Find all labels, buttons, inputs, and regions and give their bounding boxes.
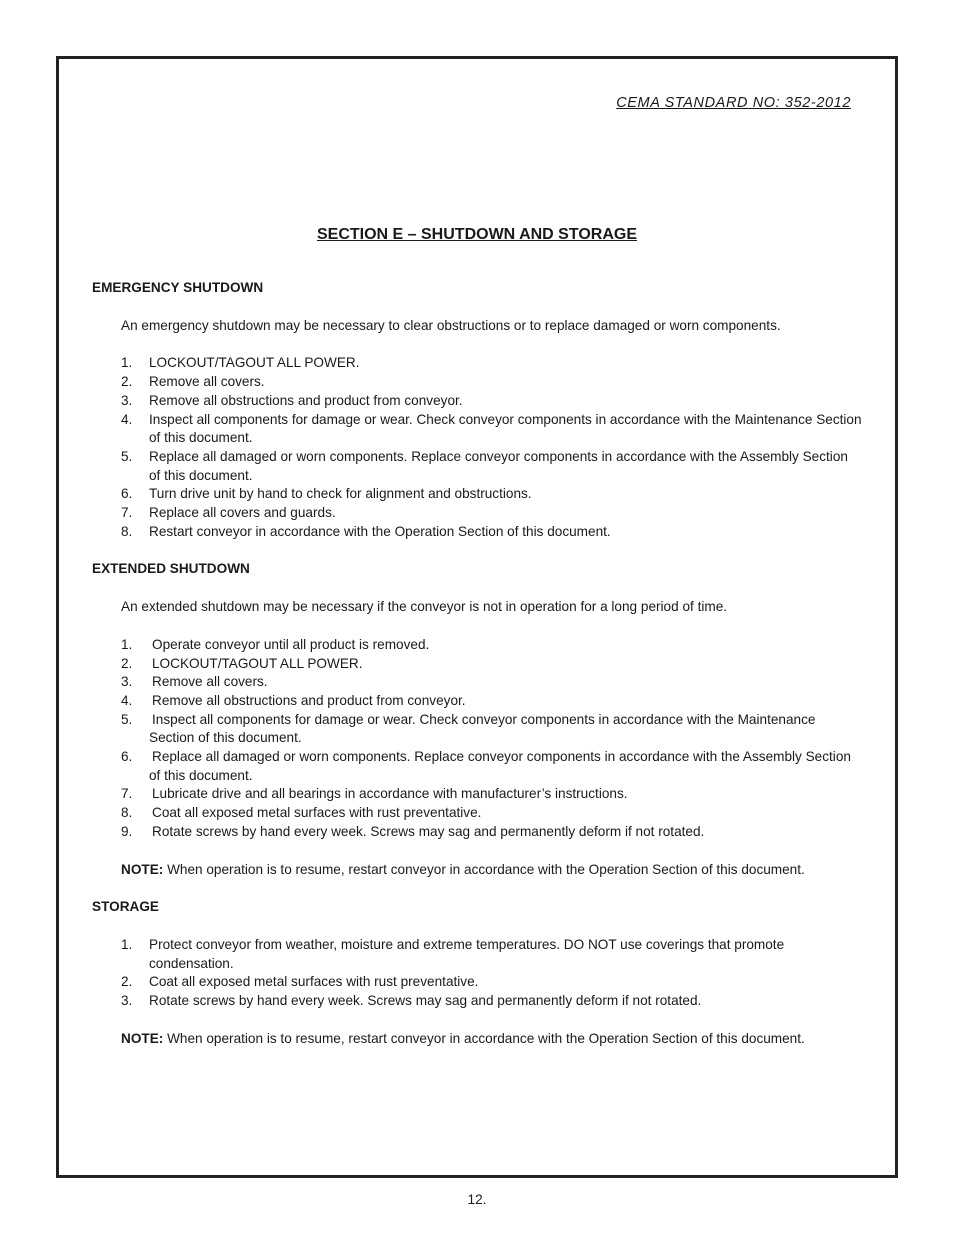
step-number: 2. (121, 974, 133, 990)
step-number: 3. (121, 392, 133, 408)
step-text: Inspect all components for damage or wear. Check conveyor components in accordance with the Maintenance Section of this document. (149, 411, 862, 446)
step-number: 5. (121, 711, 133, 727)
emergency-shutdown-heading: EMERGENCY SHUTDOWN (92, 280, 264, 295)
step-text: Inspect all components for damage or wear. Check conveyor components in accordance with the Maintenance Section of this document. (149, 711, 816, 746)
list-item (121, 448, 862, 485)
page-frame (56, 56, 898, 1178)
emergency-steps-list (121, 354, 862, 541)
list-item (121, 711, 862, 748)
step-number: 8. (121, 805, 133, 821)
note-text: When operation is to resume, restart conveyor in accordance with the Operation Section of this document. (163, 1030, 805, 1046)
step-text: LOCKOUT/TAGOUT ALL POWER. (149, 355, 360, 371)
note-label: NOTE: (121, 1030, 164, 1046)
storage-heading: STORAGE (92, 899, 159, 915)
list-item (121, 392, 862, 411)
step-number: 9. (121, 823, 133, 839)
list-item (121, 485, 862, 504)
step-number: 4. (121, 411, 133, 427)
step-text: Rotate screws by hand every week. Screws may sag and permanently deform if not rotated. (149, 993, 702, 1009)
step-number: 1. (121, 636, 133, 652)
step-text: Restart conveyor in accordance with the Operation Section of this document. (149, 523, 611, 539)
storage-steps-list (121, 936, 862, 1011)
list-item (121, 692, 862, 711)
list-item (121, 785, 862, 804)
step-number: 1. (121, 355, 133, 371)
step-text: Coat all exposed metal surfaces with rust preventative. (152, 805, 482, 821)
step-number: 3. (121, 674, 133, 690)
document-body (92, 279, 862, 1068)
list-item (121, 411, 862, 448)
list-item (121, 373, 862, 392)
step-text: Coat all exposed metal surfaces with rust preventative. (149, 974, 479, 990)
step-text: Replace all damaged or worn components. Replace conveyor components in accordance with the Assembly Section of this document. (149, 749, 851, 783)
note-label: NOTE: (121, 861, 164, 877)
step-number: 7. (121, 786, 133, 802)
list-item (121, 804, 862, 823)
list-item (121, 655, 862, 674)
list-item (121, 992, 862, 1011)
step-number: 6. (121, 486, 133, 502)
list-item (121, 523, 862, 542)
step-text: Remove all covers. (149, 374, 265, 390)
list-item (121, 823, 862, 842)
emergency-intro: An emergency shutdown may be necessary to clear obstructions or to replace damaged or worn components. (121, 317, 781, 333)
extended-shutdown-heading: EXTENDED SHUTDOWN (92, 561, 250, 577)
step-number: 3. (121, 993, 133, 1009)
page-number: 12. (467, 1192, 487, 1207)
step-text: Rotate screws by hand every week. Screws may sag and permanently deform if not rotated. (152, 823, 705, 839)
step-number: 8. (121, 523, 133, 539)
step-number: 1. (121, 936, 133, 952)
extended-steps-list (121, 636, 862, 842)
step-number: 5. (121, 448, 133, 464)
storage-note (121, 1030, 862, 1049)
list-item (121, 973, 862, 992)
step-text: Turn drive unit by hand to check for alignment and obstructions. (149, 486, 532, 502)
standard-number: CEMA STANDARD NO: 352-2012 (616, 95, 851, 111)
extended-intro: An extended shutdown may be necessary if the conveyor is not in operation for a long period of time. (121, 599, 728, 615)
list-item (121, 748, 862, 785)
section-title: SECTION E – SHUTDOWN AND STORAGE (316, 226, 638, 243)
step-text: Remove all obstructions and product from conveyor. (152, 692, 466, 708)
step-text: Remove all covers. (152, 674, 268, 690)
step-text: Replace all covers and guards. (149, 505, 336, 521)
list-item (121, 636, 862, 655)
list-item (121, 504, 862, 523)
step-number: 6. (121, 749, 133, 765)
step-text: Replace all damaged or worn components. Replace conveyor components in accordance with the Assembly Section of this document. (149, 448, 848, 483)
list-item (121, 354, 862, 373)
step-text: Operate conveyor until all product is removed. (152, 636, 430, 652)
step-text: Remove all obstructions and product from conveyor. (149, 392, 463, 408)
step-text: Protect conveyor from weather, moisture and extreme temperatures. DO NOT use coverings that promote condensation. (149, 936, 785, 971)
step-number: 2. (121, 374, 133, 390)
step-number: 2. (121, 655, 133, 671)
list-item (121, 673, 862, 692)
list-item (121, 936, 862, 973)
step-number: 7. (121, 505, 133, 521)
step-text: LOCKOUT/TAGOUT ALL POWER. (152, 655, 363, 671)
note-text: When operation is to resume, restart conveyor in accordance with the Operation Section of this document. (163, 861, 805, 877)
extended-note (121, 861, 862, 880)
step-number: 4. (121, 692, 133, 708)
step-text: Lubricate drive and all bearings in accordance with manufacturer’s instructions. (152, 786, 628, 802)
